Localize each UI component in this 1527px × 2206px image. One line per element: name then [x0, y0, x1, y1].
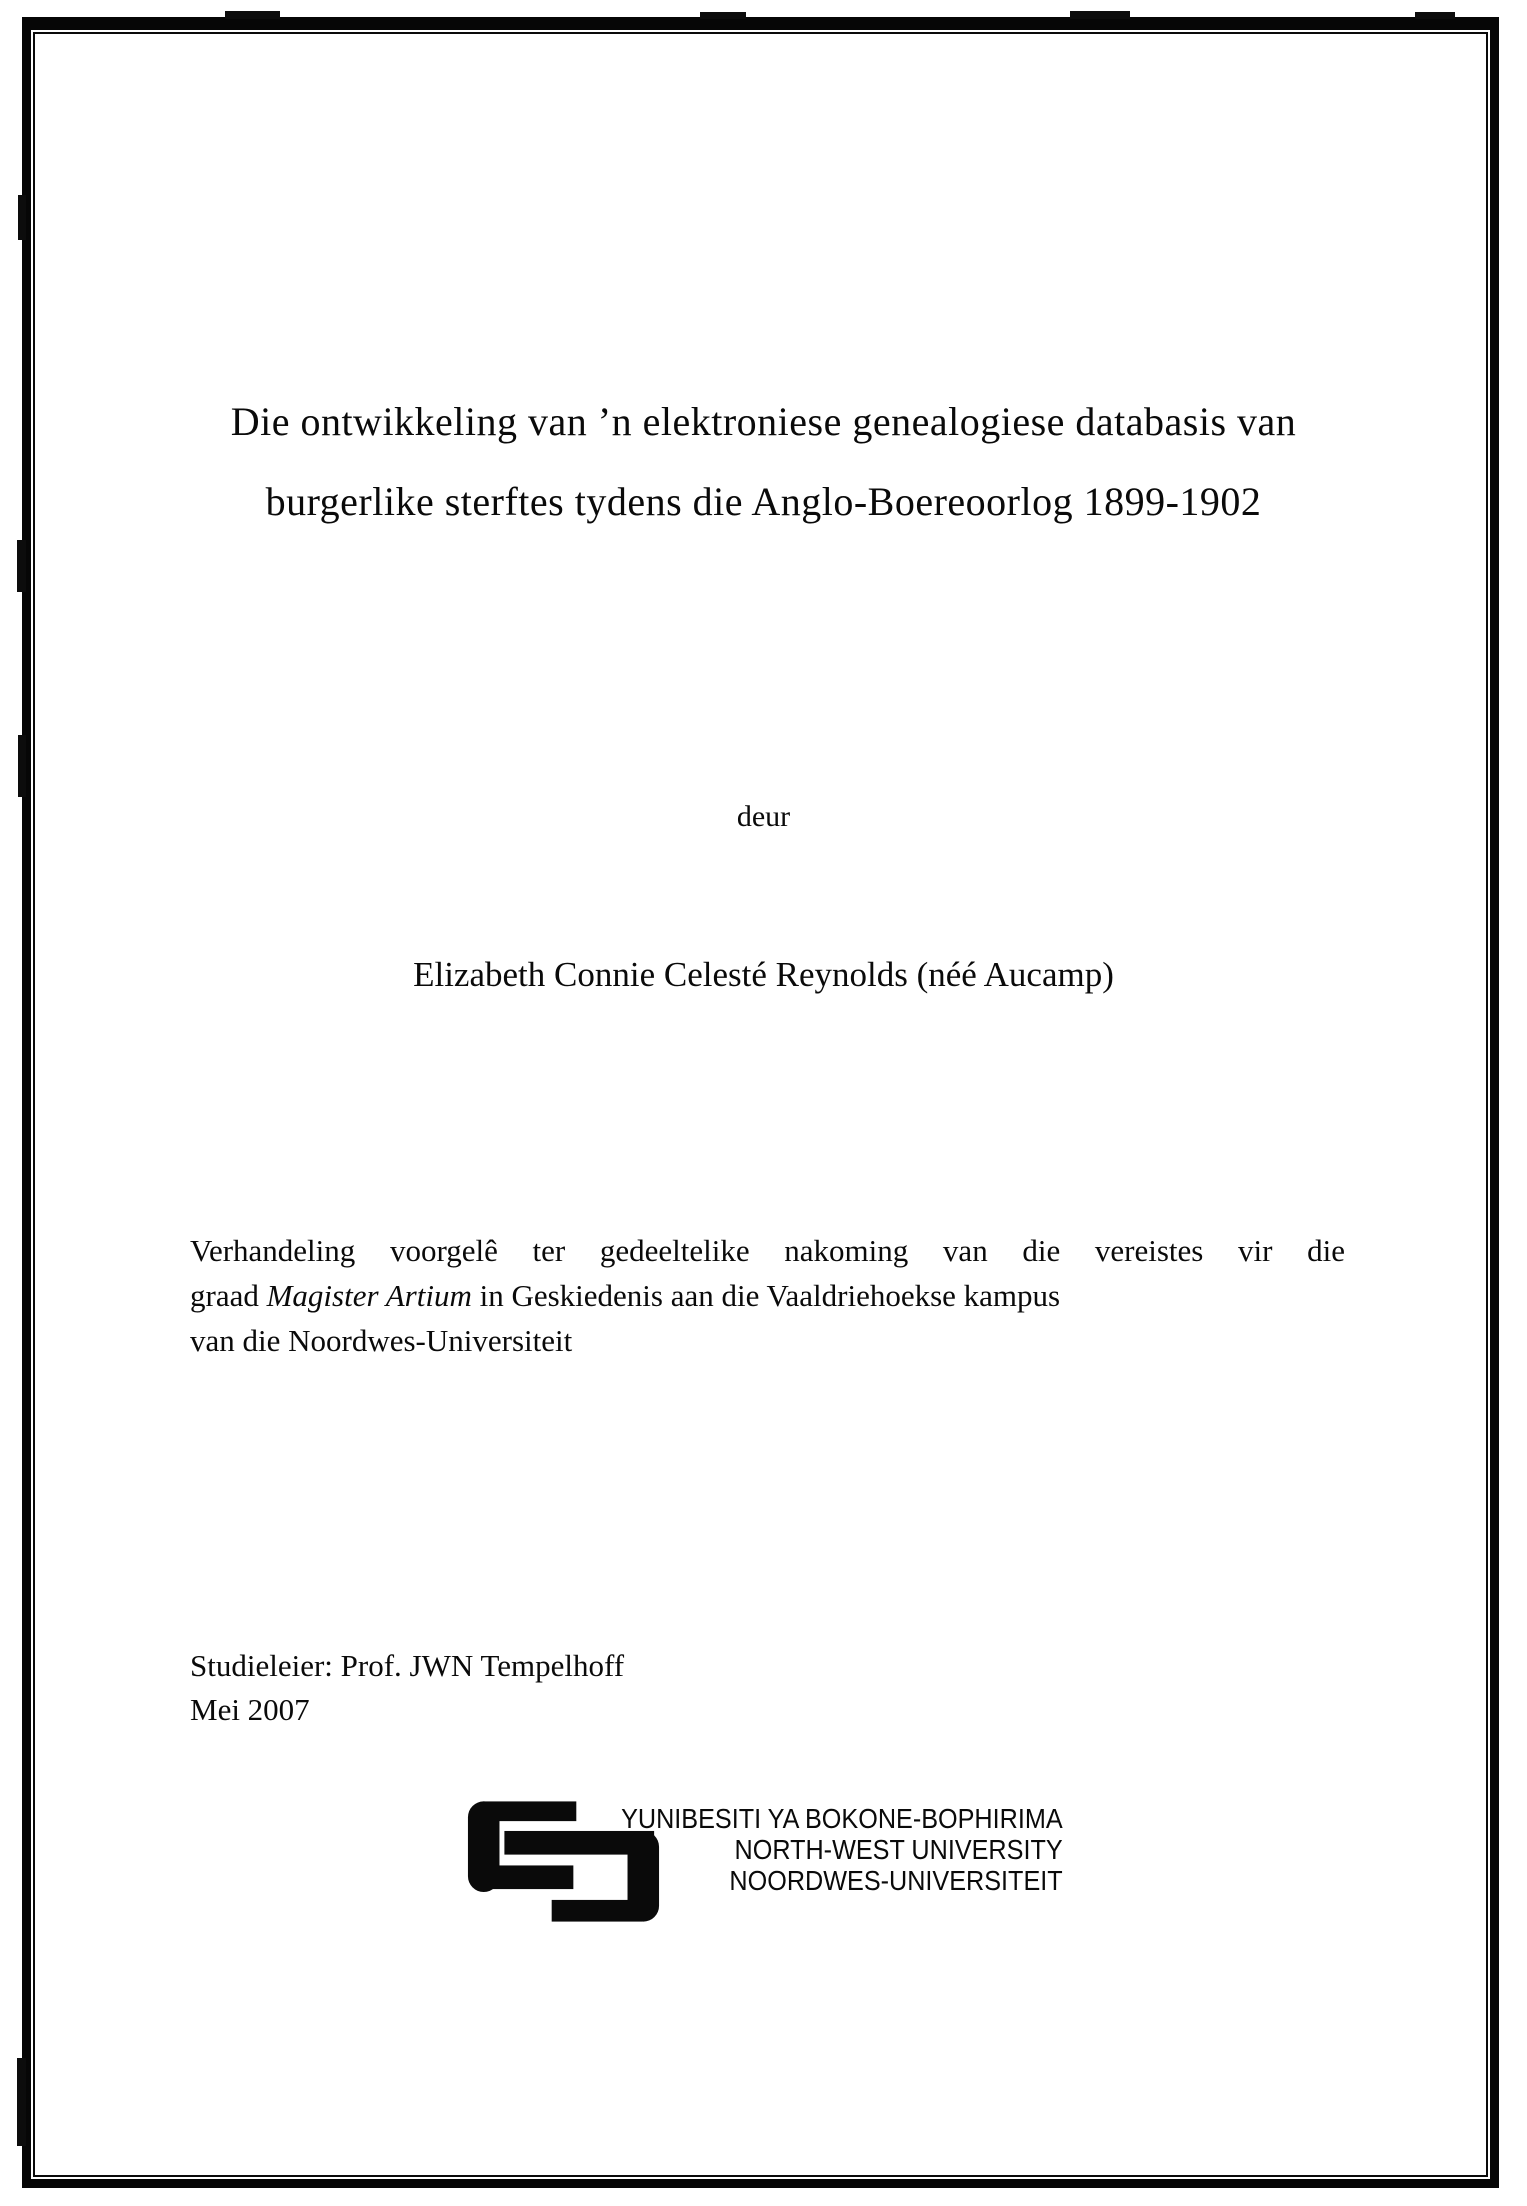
scan-artifact: [18, 735, 26, 797]
scan-artifact: [17, 540, 26, 592]
university-name-english: NORTH-WEST UNIVERSITY: [734, 1834, 1063, 1865]
supervisor-line: Studieleier: Prof. JWN Tempelhoff: [190, 1648, 625, 1683]
author-name: Elizabeth Connie Celesté Reynolds (néé Aucamp): [413, 955, 1114, 994]
university-logo: [465, 1798, 1063, 1930]
scan-artifact: [225, 11, 280, 19]
thesis-title-line1: Die ontwikkeling van ’n elektroniese genealogiese databasis van: [230, 399, 1297, 444]
degree-statement-line3: van die Noordwes-Universiteit: [190, 1323, 573, 1358]
scan-artifact: [700, 12, 746, 19]
thesis-title-line2: burgerlike sterftes tydens die Anglo-Boereoorlog 1899-1902: [265, 479, 1262, 524]
university-name-setswana: YUNIBESITI YA BOKONE-BOPHIRIMA: [621, 1803, 1063, 1834]
degree-statement-line2: [190, 1273, 1345, 1318]
scan-artifact: [1070, 11, 1130, 19]
degree-statement-line1: Verhandeling voorgelê ter gedeeltelike nakoming van die vereistes vir die: [190, 1233, 1345, 1268]
degree-statement: [190, 1228, 1345, 1363]
university-wordmark: [621, 1803, 1063, 1896]
date-line: Mei 2007: [190, 1692, 310, 1727]
byline: deur: [736, 800, 791, 833]
scan-artifact: [18, 195, 26, 240]
degree-statement-line2-post: in Geskiedenis aan die Vaaldriehoekse kampus: [471, 1278, 1061, 1313]
degree-statement-line2-pre: graad: [190, 1278, 267, 1313]
scan-artifact: [17, 2058, 26, 2146]
supervisor-block: [190, 1644, 624, 1732]
degree-name: Magister Artium: [266, 1278, 472, 1313]
thesis-title: [0, 382, 1527, 542]
university-name-afrikaans: NOORDWES-UNIVERSITEIT: [729, 1865, 1063, 1896]
scan-artifact: [1415, 12, 1455, 19]
